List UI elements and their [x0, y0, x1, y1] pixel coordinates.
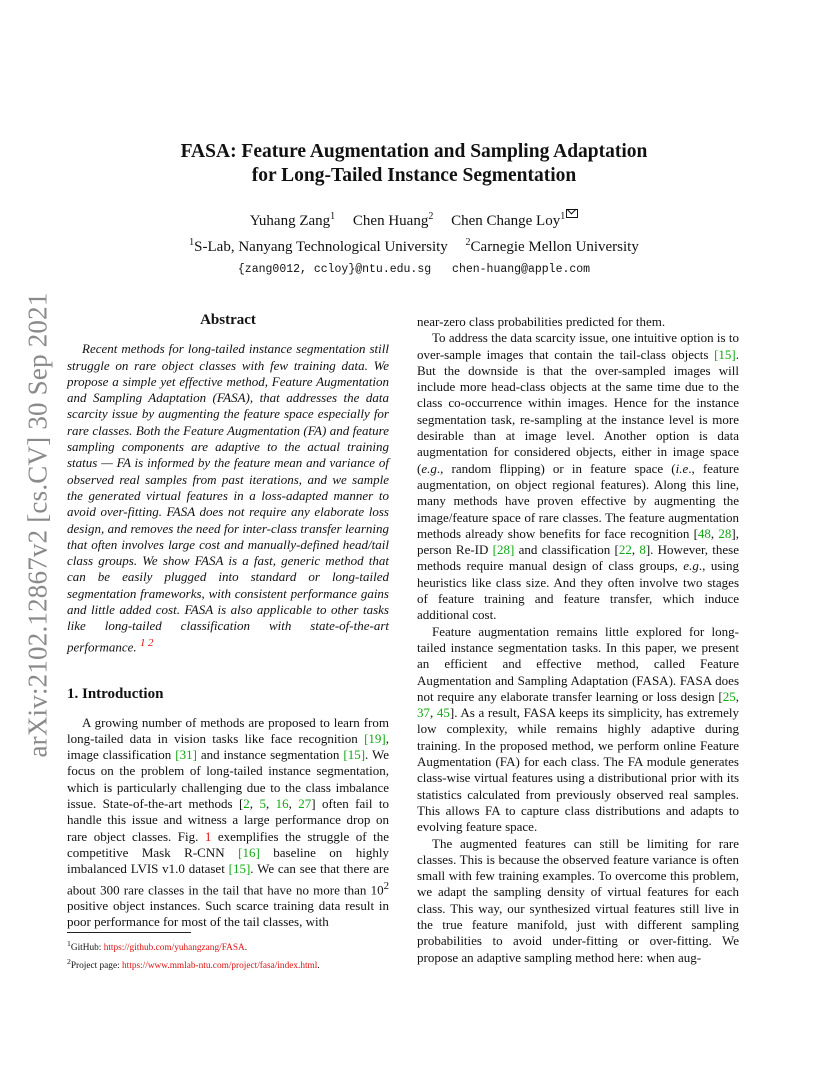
affiliation-1: S-Lab, Nanyang Technological University [194, 239, 448, 255]
authors [0, 206, 828, 281]
envelope-icon [566, 209, 578, 218]
left-column [67, 312, 389, 931]
abstract-text: Recent methods for long-tailed instance segmentation still struggle on rare object classes with few training data. We propose a simple yet effective method, Feature Augmentation and Sampling Adaptation (FASA), that addresses the data scarcity issue by augmenting the feature space especially for rare classes. Both the Feature Augmentation (FA) and feature sampling components are adaptive to the actual training status — FA is informed by the feature mean and variance of observed real samples from past iterations, and we sample the generated virtual features in a loss-adapted manner to avoid over-fitting. FASA does not require any elaborate loss design, and removes the need for inter-class transfer learning that often involves large cost and manually-defined head/tail class groups. We show FASA is a fast, generic method that can be easily plugged into standard or long-tailed segmentation frameworks, with consistent performance gains and little added cost. FASA is also applicable to other tasks like long-tailed classification with state-of-the-art performance. $^{1 2}$ [67, 341, 389, 654]
author-2: Chen Huang [352, 213, 429, 229]
citation[interactable]: 28 [718, 525, 732, 541]
footnote-rule [67, 932, 191, 933]
citation[interactable]: [31] [175, 747, 197, 763]
citation[interactable]: 25 [722, 688, 736, 704]
email-1: {zang0012, ccloy}@ntu.edu.sg [237, 263, 432, 276]
citation[interactable]: 16 [275, 796, 289, 812]
citation[interactable]: 5 [259, 796, 266, 812]
citation[interactable]: 8 [639, 542, 646, 558]
citation[interactable]: 27 [298, 796, 312, 812]
citation[interactable]: 2 [243, 796, 250, 812]
email-2: chen-huang@apple.com [452, 263, 591, 276]
footnotes [67, 932, 389, 973]
figure-ref[interactable]: 1 [204, 828, 212, 844]
abstract-heading: Abstract [200, 312, 256, 328]
affiliations: $^1$S-Lab, Nanyang Technological University $^2$Carnegie Mellon University [189, 237, 639, 255]
citation[interactable]: [19] [364, 730, 386, 746]
citation[interactable]: 37 [417, 705, 430, 721]
citation[interactable]: 48 [697, 525, 711, 541]
github-link[interactable]: https://github.com/yuhangzang/FASA [103, 943, 245, 954]
citation[interactable]: 45 [436, 705, 450, 721]
author-1: Yuhang Zang [249, 213, 331, 229]
citation[interactable]: [16] [238, 844, 260, 860]
title-block [0, 140, 828, 281]
footnote-1: $^1$GitHub: https://github.com/yuhangzang/FASA. [67, 939, 248, 954]
author-3: Chen Change Loy [451, 213, 561, 229]
right-paragraph-2: Feature augmentation remains little explored for long-tailed instance segmentation tasks. In this paper, we present an efficient and effective method, called Feature Augmentation and Sampling Adaptation (FASA). FASA does not require any elaborate transfer learning or loss design [25, 37, 45]. As a result, FASA keeps its simplicity, has extremely low complexity, while remains highly adaptive during training. In the proposed method, we perform online Feature Augmentation (FA) for each class. The FA module generates class-wise virtual features using a distributional prior with its statistics calculated from previously observed real samples. This allows FA to capture class distributions and adapts to evolving feature space. [417, 623, 739, 835]
right-column [417, 314, 739, 966]
citation[interactable]: 22 [618, 542, 632, 558]
author-names: Yuhang Zang$^1$ Chen Huang$^2$ Chen Change Loy$^1$ [0, 206, 828, 232]
title-line-2: for Long-Tailed Instance Segmentation [251, 165, 577, 186]
arxiv-stamp [18, 290, 58, 760]
footnote-2: $^2$Project page: https://www.mmlab-ntu.com/project/fasa/index.html. [67, 957, 320, 972]
citation[interactable]: [15] [343, 747, 366, 763]
right-paragraph-0: near-zero class probabilities predicted for them. [417, 314, 666, 329]
intro-paragraph-1: A growing number of methods are proposed to learn from long-tailed data in vision tasks like face recognition [19], image classification [31] and instance segmentation [15]. We focus on the problem of long-tailed instance segmentation, which is particularly challenging due to the class imbalance issue. State-of-the-art methods [2, 5, 16, 27] often fail to handle this issue and witness a large performance drop on rare object classes. Fig. 1 exemplifies the struggle of the competitive Mask R-CNN [16] baseline on highly imbalanced LVIS v1.0 dataset [15]. We can see that there are about 300 rare classes in the tail that have no more than $10^2$ positive object instances. Such scarce training data result in poor performance for most of the tail classes, with [67, 714, 390, 930]
intro-heading: 1. Introduction [67, 686, 164, 703]
right-paragraph-1: To address the data scarcity issue, one intuitive option is to over-sample images that contain the tail-class objects [15]. But the downside is that the over-sampled images will include more head-class objects at the same time due to the class co-occurrence within images. Hence for the instance segmentation task, re-sampling at the instance level is more desirable than at image level. Another option is data augmentation for considered objects, either in image space (e.g., random flipping) or in feature space (i.e., feature augmentation, on object regional features). Along this line, many methods have proven effective by augmenting the image/feature space of rare classes. The feature augmentation methods already show benefits for face recognition [48, 28], person Re-ID [28] and classification [22, 8]. However, these methods require manual design of class groups, e.g., using heuristics like class size. And they often involve two stages of feature training and feature transfer, which induce additional cost. [417, 330, 740, 623]
abstract [67, 341, 389, 655]
citation[interactable]: [15] [228, 861, 251, 877]
citation[interactable]: [28] [492, 542, 515, 558]
citation[interactable]: [15] [714, 346, 736, 362]
right-paragraph-3: The augmented features can still be limiting for rare classes. This is because the observed feature variance is often small with few training examples. To overcome this problem, we adapt the sampling density of virtual features for each class. This way, our synthesized virtual features still live in the true feature manifold, just with different sampling probabilities to avoid under-fitting or over-fitting. We propose an adaptive sampling method here: when aug- [417, 835, 739, 965]
abstract-footnote-marks[interactable]: 1 2 [139, 636, 154, 649]
emails [0, 259, 828, 281]
paper-title [0, 140, 828, 188]
affiliation-2: Carnegie Mellon University [470, 239, 639, 255]
project-page-link[interactable]: https://www.mmlab-ntu.com/project/fasa/index.html [122, 961, 318, 972]
title-line-1: FASA: Feature Augmentation and Sampling Adaptation [180, 141, 648, 162]
arxiv-stamp-text: arXiv:2102.12867v2 [cs.CV] 30 Sep 2021 [22, 292, 53, 758]
